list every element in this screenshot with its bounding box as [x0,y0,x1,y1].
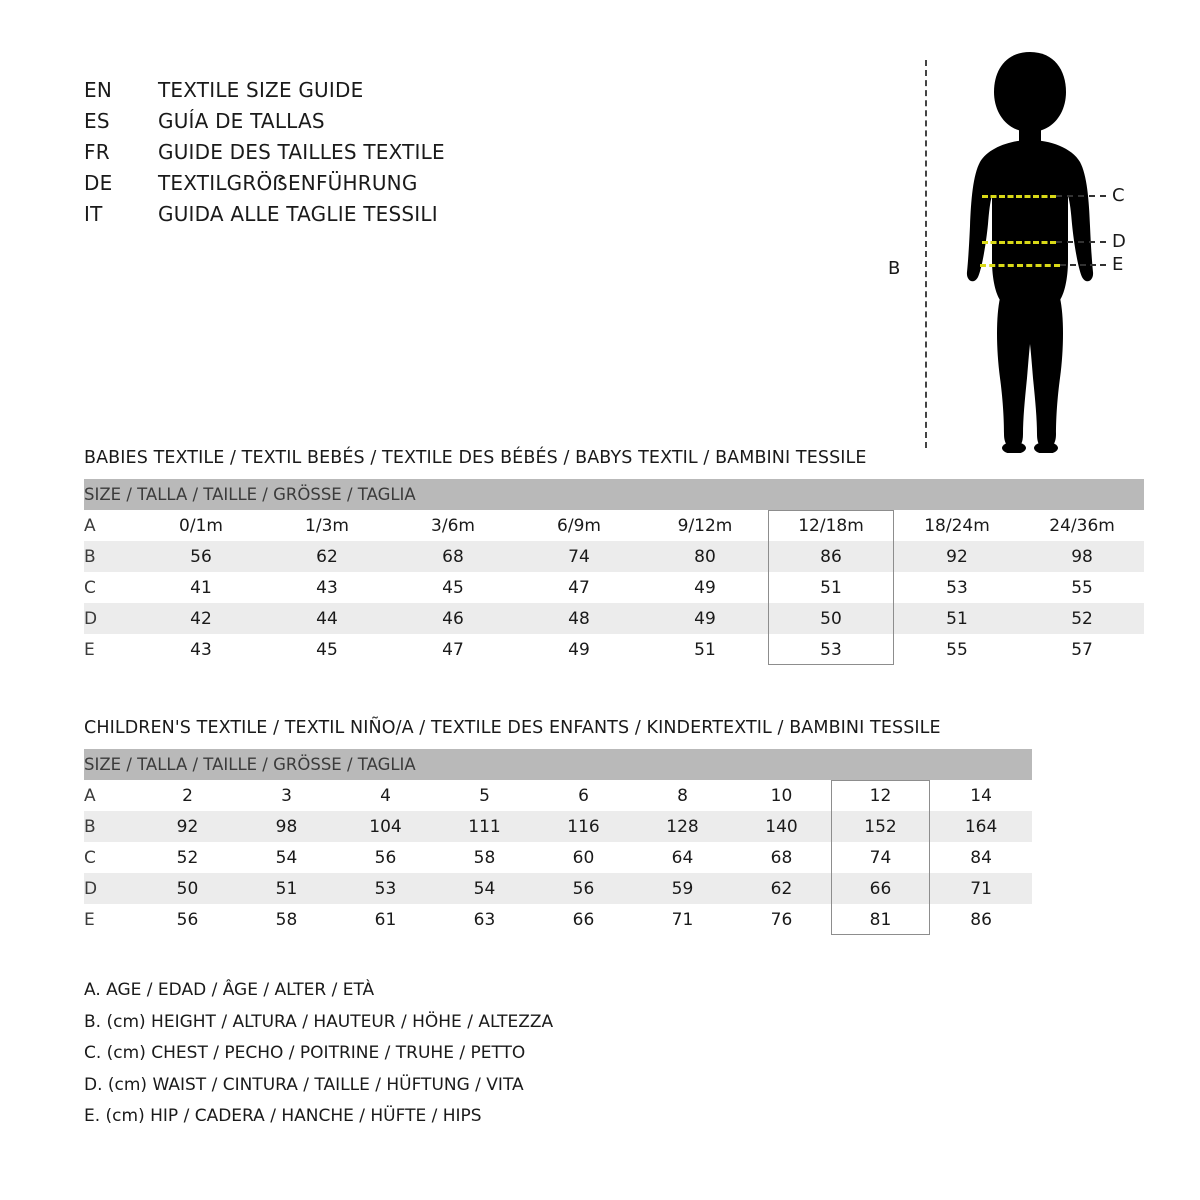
babies-section-title: BABIES TEXTILE / TEXTIL BEBÉS / TEXTILE DES BÉBÉS / BABYS TEXTIL / BAMBINI TESSILE [84,448,867,468]
cell: 45 [264,634,390,665]
cell: 80 [642,541,768,572]
row-key: D [84,873,138,904]
cell: 98 [1020,541,1144,572]
cell: 61 [336,904,435,935]
cell: 55 [1020,572,1144,603]
cell: 71 [633,904,732,935]
table-row [84,904,1032,935]
cell: 3/6m [390,510,516,541]
chest-label: C [1112,185,1125,206]
chest-measure-line [982,195,1056,198]
cell: 74 [516,541,642,572]
cell-highlighted: 66 [831,873,930,904]
waist-label: D [1112,231,1126,252]
measurement-figure [860,40,1180,460]
cell: 98 [237,811,336,842]
cell: 58 [435,842,534,873]
cell: 128 [633,811,732,842]
row-key: B [84,541,138,572]
measurement-legend [84,975,553,1133]
cell: 64 [633,842,732,873]
cell: 44 [264,603,390,634]
cell: 53 [336,873,435,904]
cell-highlighted: 50 [768,603,894,634]
cell: 68 [732,842,831,873]
row-key: A [84,510,138,541]
legend-item-age: A. AGE / EDAD / ÂGE / ALTER / ETÀ [84,980,375,1000]
cell: 58 [237,904,336,935]
cell: 49 [516,634,642,665]
babies-section [84,448,1144,665]
cell: 66 [534,904,633,935]
legend-item-hip: E. (cm) HIP / CADERA / HANCHE / HÜFTE / HIPS [84,1106,482,1126]
cell: 51 [642,634,768,665]
row-key: C [84,842,138,873]
cell: 71 [930,873,1032,904]
cell: 56 [534,873,633,904]
babies-table-header-row [84,479,1144,510]
language-row-de [84,171,784,202]
cell: 24/36m [1020,510,1144,541]
cell: 56 [336,842,435,873]
hip-leader-line [1060,264,1106,266]
cell: 62 [264,541,390,572]
row-key: A [84,780,138,811]
cell: 55 [894,634,1020,665]
cell: 9/12m [642,510,768,541]
cell-highlighted: 81 [831,904,930,935]
children-section [84,718,1144,935]
language-code: ES [84,109,110,133]
chest-leader-line [1056,195,1106,197]
cell: 62 [732,873,831,904]
cell: 50 [138,873,237,904]
cell-highlighted: 12 [831,780,930,811]
cell: 6 [534,780,633,811]
language-code: IT [84,202,103,226]
row-key: E [84,634,138,665]
cell: 1/3m [264,510,390,541]
cell: 0/1m [138,510,264,541]
waist-leader-line [1056,241,1106,243]
children-section-title: CHILDREN'S TEXTILE / TEXTIL NIÑO/A / TEXTILE DES ENFANTS / KINDERTEXTIL / BAMBINI TESSILE [84,718,941,738]
language-row-en [84,78,784,109]
height-dashed-line [925,60,927,448]
table-row [84,811,1032,842]
cell: 84 [930,842,1032,873]
cell: 53 [894,572,1020,603]
child-body-silhouette [940,48,1120,453]
table-row [84,572,1144,603]
cell: 60 [534,842,633,873]
cell: 45 [390,572,516,603]
cell: 46 [390,603,516,634]
waist-measure-line [982,241,1056,244]
babies-size-table [84,479,1144,665]
language-title: TEXTILE SIZE GUIDE [158,78,364,102]
cell: 47 [390,634,516,665]
cell: 4 [336,780,435,811]
cell: 41 [138,572,264,603]
cell: 56 [138,904,237,935]
cell-highlighted: 12/18m [768,510,894,541]
cell: 140 [732,811,831,842]
cell: 10 [732,780,831,811]
cell-highlighted: 74 [831,842,930,873]
height-axis-label: B [888,258,901,279]
language-code: FR [84,140,110,164]
language-title: TEXTILGRÖẞENFÜHRUNG [158,171,418,195]
cell: 43 [138,634,264,665]
cell: 54 [237,842,336,873]
cell: 92 [138,811,237,842]
hip-measure-line [980,264,1060,267]
cell: 14 [930,780,1032,811]
table-row [84,842,1032,873]
language-row-fr [84,140,784,171]
cell: 42 [138,603,264,634]
row-key: C [84,572,138,603]
cell: 47 [516,572,642,603]
cell: 92 [894,541,1020,572]
language-title-list [84,78,784,233]
cell: 111 [435,811,534,842]
table-row [84,603,1144,634]
language-title: GUÍA DE TALLAS [158,109,325,133]
cell: 164 [930,811,1032,842]
cell: 63 [435,904,534,935]
cell: 116 [534,811,633,842]
cell: 104 [336,811,435,842]
cell: 59 [633,873,732,904]
cell: 6/9m [516,510,642,541]
table-row [84,510,1144,541]
cell: 49 [642,572,768,603]
cell: 2 [138,780,237,811]
cell-highlighted: 51 [768,572,894,603]
cell: 86 [930,904,1032,935]
cell: 76 [732,904,831,935]
babies-table-header-label: SIZE / TALLA / TAILLE / GRÖSSE / TAGLIA [84,479,1144,510]
legend-item-waist: D. (cm) WAIST / CINTURA / TAILLE / HÜFTUNG / VITA [84,1074,524,1095]
cell-highlighted: 152 [831,811,930,842]
row-key: B [84,811,138,842]
language-code: DE [84,171,113,195]
table-row [84,541,1144,572]
row-key: D [84,603,138,634]
cell: 51 [237,873,336,904]
cell-highlighted: 86 [768,541,894,572]
cell: 43 [264,572,390,603]
table-row [84,634,1144,665]
legend-item-height: B. (cm) HEIGHT / ALTURA / HAUTEUR / HÖHE / ALTEZZA [84,1011,554,1032]
language-title: GUIDA ALLE TAGLIE TESSILI [158,202,438,226]
cell: 48 [516,603,642,634]
cell: 8 [633,780,732,811]
cell-highlighted: 53 [768,634,894,665]
cell: 56 [138,541,264,572]
cell: 68 [390,541,516,572]
cell: 3 [237,780,336,811]
cell: 54 [435,873,534,904]
cell: 18/24m [894,510,1020,541]
hip-label: E [1112,254,1124,275]
cell: 52 [138,842,237,873]
language-code: EN [84,78,112,102]
language-row-it [84,202,784,233]
cell: 49 [642,603,768,634]
children-table-header-label: SIZE / TALLA / TAILLE / GRÖSSE / TAGLIA [84,749,1032,780]
cell: 52 [1020,603,1144,634]
table-row [84,873,1032,904]
table-row [84,780,1032,811]
row-key: E [84,904,138,935]
cell: 57 [1020,634,1144,665]
language-title: GUIDE DES TAILLES TEXTILE [158,140,445,164]
children-table-header-row [84,749,1032,780]
cell: 5 [435,780,534,811]
children-size-table [84,749,1032,935]
cell: 51 [894,603,1020,634]
language-row-es [84,109,784,140]
legend-item-chest: C. (cm) CHEST / PECHO / POITRINE / TRUHE / PETTO [84,1043,526,1063]
